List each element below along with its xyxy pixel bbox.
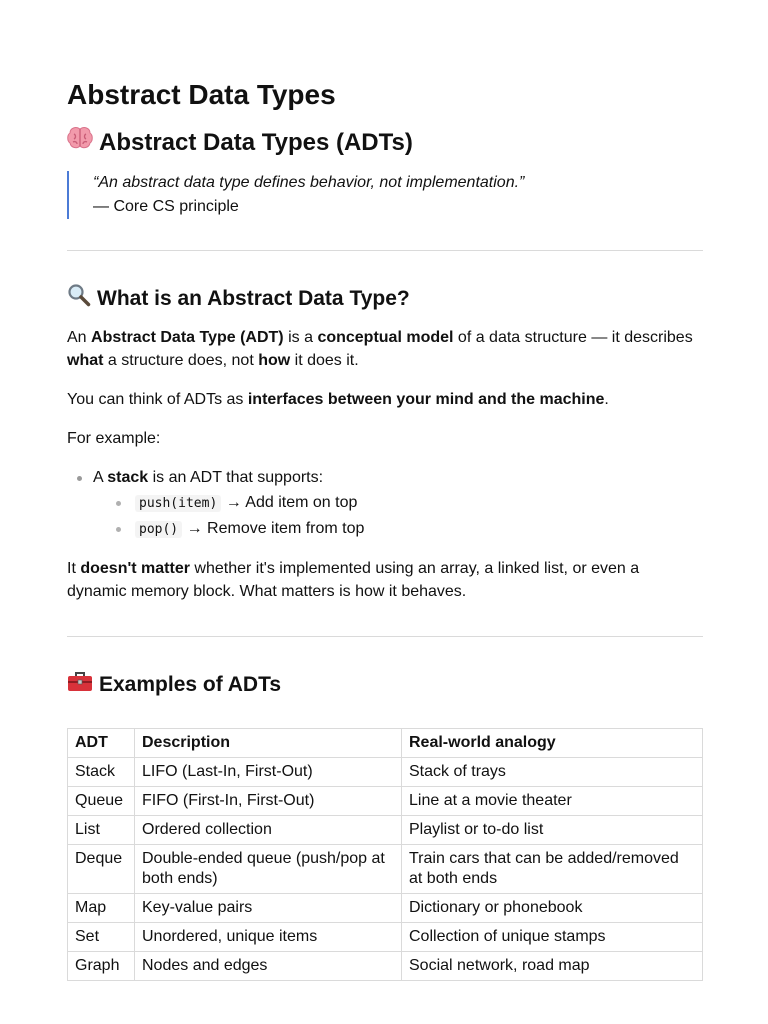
text: is a	[283, 329, 318, 346]
table-cell: Deque	[68, 845, 135, 894]
interfaces-paragraph	[67, 388, 703, 411]
table-cell: Ordered collection	[135, 816, 402, 845]
list-item	[67, 465, 323, 490]
quote-text: “An abstract data type defines behavior, not implementation.”	[93, 174, 525, 191]
table-cell: Line at a movie theater	[402, 787, 703, 816]
text: whether it's implemented using an array, a linked list, or even a dynamic memory block. What matters is how it behaves.	[67, 560, 640, 600]
text: You can think of ADTs as	[67, 391, 248, 408]
divider	[67, 250, 703, 251]
table-cell: Stack of trays	[402, 758, 703, 787]
term-adt: Abstract Data Type (ADT)	[91, 329, 284, 346]
column-header: Real-world analogy	[402, 729, 703, 758]
table-cell: Unordered, unique items	[135, 923, 402, 952]
table-cell: LIFO (Last-In, First-Out)	[135, 758, 402, 787]
table-cell: Map	[68, 894, 135, 923]
term-doesnt-matter: doesn't matter	[80, 560, 190, 577]
text: → Remove item from top	[182, 520, 365, 537]
section-heading-what-is-adt	[67, 283, 410, 315]
table-cell: Key-value pairs	[135, 894, 402, 923]
definition-paragraph	[67, 326, 703, 372]
table-cell: Collection of unique stamps	[402, 923, 703, 952]
subtitle-heading	[67, 126, 413, 159]
table-cell: Social network, road map	[402, 952, 703, 981]
table-header-row	[68, 729, 703, 758]
implementation-paragraph	[67, 557, 703, 603]
magnifying-glass-icon	[67, 283, 91, 315]
principle-quote	[67, 171, 524, 219]
code-push: push(item)	[135, 495, 221, 512]
list-item	[67, 516, 364, 542]
example-intro: For example:	[67, 430, 161, 447]
table-cell: List	[68, 816, 135, 845]
text: A	[93, 469, 108, 486]
table-cell: Dictionary or phonebook	[402, 894, 703, 923]
table-cell: FIFO (First-In, First-Out)	[135, 787, 402, 816]
table-cell: Stack	[68, 758, 135, 787]
toolbox-icon	[67, 669, 93, 701]
divider	[67, 636, 703, 637]
text: → Add item on top	[221, 494, 358, 511]
text: .	[604, 391, 609, 408]
table-cell: Playlist or to-do list	[402, 816, 703, 845]
term-interfaces: interfaces between your mind and the machine	[247, 391, 605, 408]
table-row	[68, 845, 703, 894]
table-row	[68, 923, 703, 952]
adt-examples-table	[67, 728, 703, 981]
column-header: ADT	[68, 729, 135, 758]
section-heading-text: Examples of ADTs	[99, 673, 282, 696]
column-header: Description	[135, 729, 402, 758]
table-cell: Train cars that can be added/removed at both ends	[402, 845, 703, 894]
section-heading-examples	[67, 669, 281, 701]
text: of a data structure — it describes	[453, 329, 693, 346]
stack-operations-list	[67, 490, 364, 542]
table-cell: Queue	[68, 787, 135, 816]
text: a structure does, not	[103, 352, 259, 369]
text: An	[67, 329, 92, 346]
code-pop: pop()	[135, 521, 182, 538]
table-cell: Graph	[68, 952, 135, 981]
section-heading-text: What is an Abstract Data Type?	[97, 287, 410, 310]
term-what: what	[67, 352, 104, 369]
table-row	[68, 758, 703, 787]
term-how: how	[258, 352, 291, 369]
subtitle-text: Abstract Data Types (ADTs)	[99, 128, 413, 156]
text: It	[67, 560, 81, 577]
table-row	[68, 816, 703, 845]
text: it does it.	[290, 352, 359, 369]
brain-icon	[67, 126, 93, 159]
table-row	[68, 894, 703, 923]
term-stack: stack	[107, 469, 149, 486]
quote-attribution: — Core CS principle	[93, 198, 239, 215]
page-title: Abstract Data Types	[67, 79, 336, 110]
table-row	[68, 952, 703, 981]
table-cell: Double-ended queue (push/pop at both ends)	[135, 845, 402, 894]
text: is an ADT that supports:	[148, 469, 324, 486]
example-list	[67, 465, 323, 490]
table-row	[68, 787, 703, 816]
table-cell: Set	[68, 923, 135, 952]
term-conceptual-model: conceptual model	[317, 329, 454, 346]
list-item	[67, 490, 364, 516]
table-cell: Nodes and edges	[135, 952, 402, 981]
